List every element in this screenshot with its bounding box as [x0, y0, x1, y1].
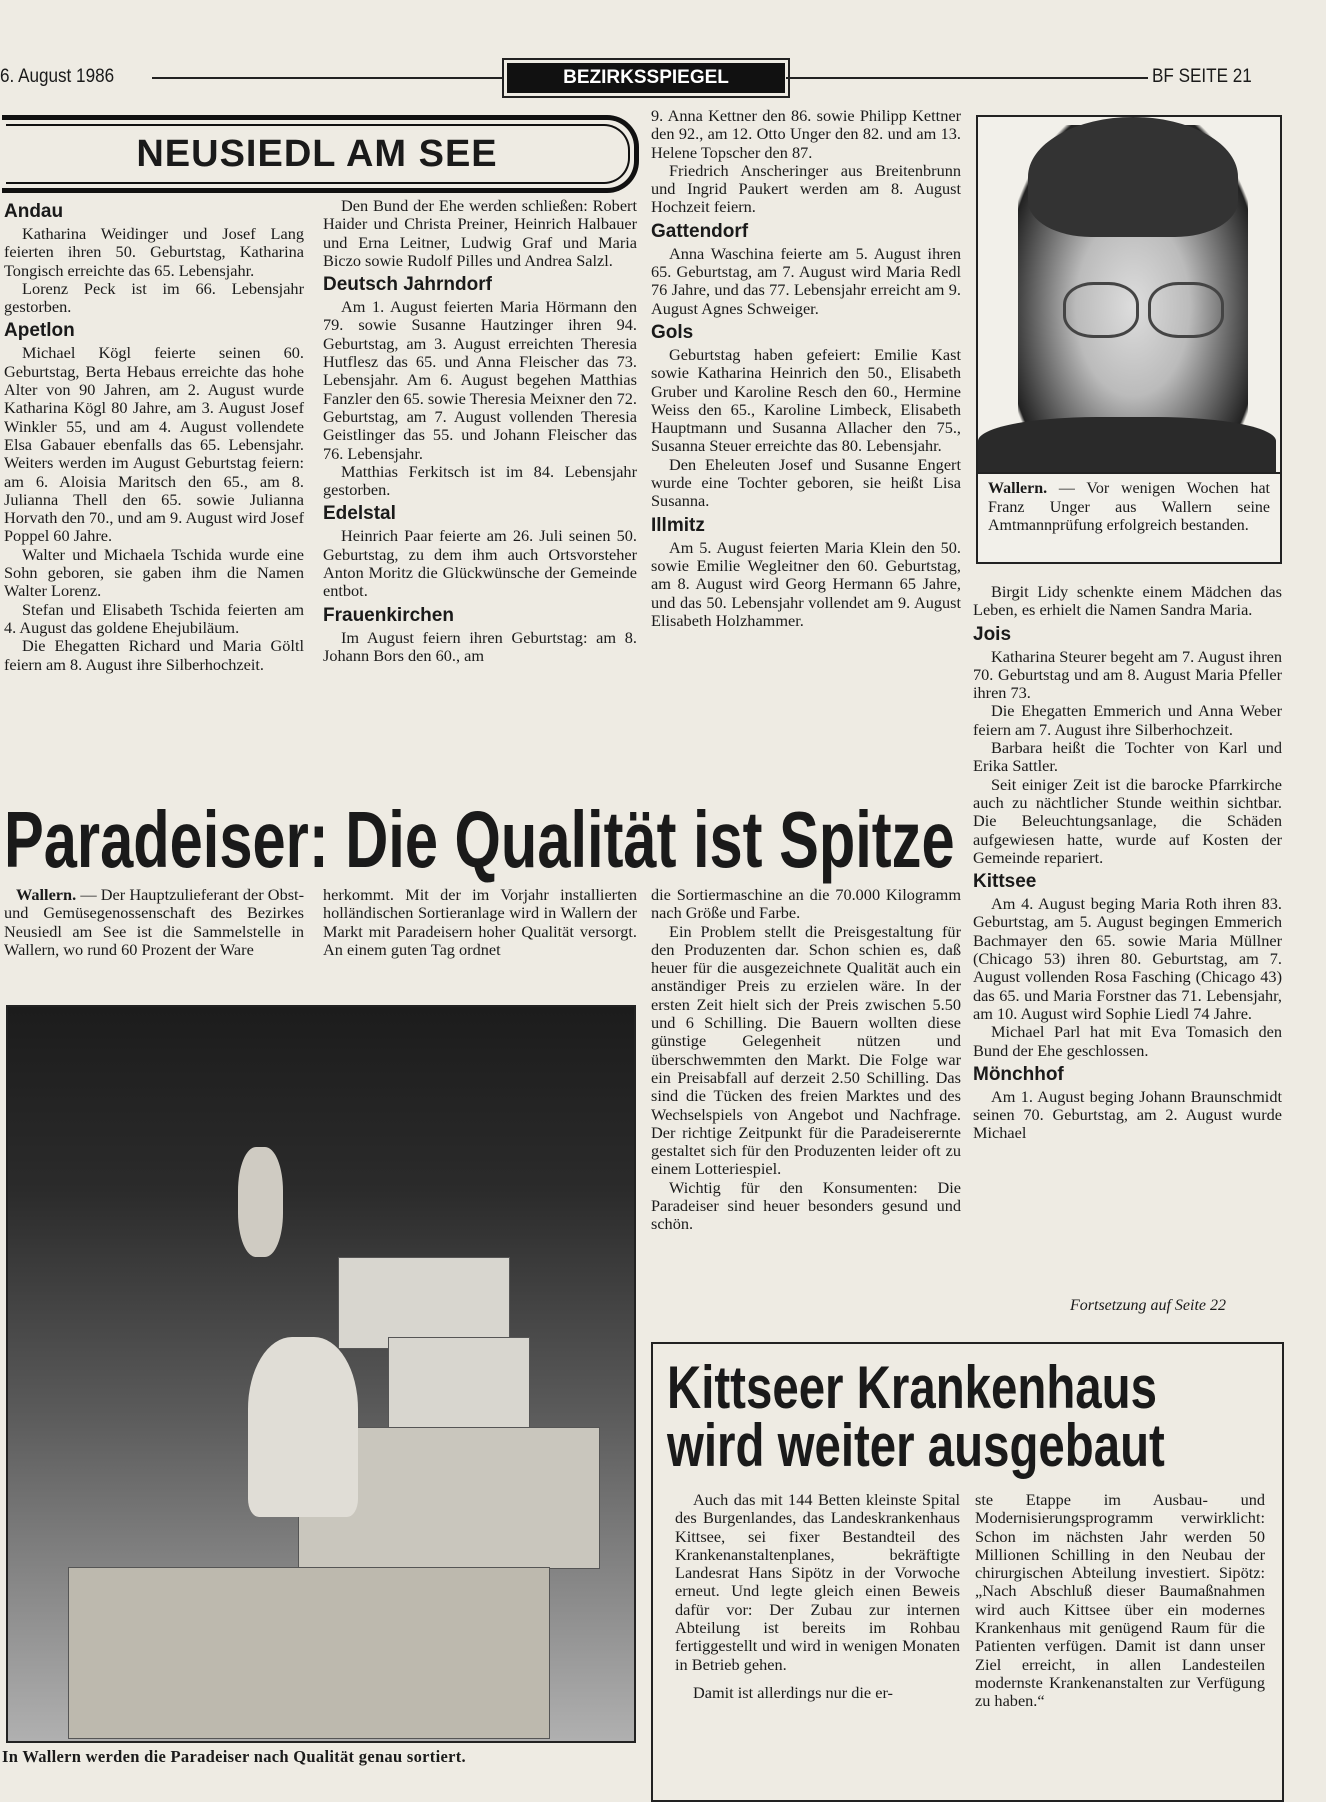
- news-paragraph: Michael Parl hat mit Eva Tomasich den Bund der Ehe geschlossen.: [973, 1022, 1282, 1060]
- kittsee-text-1: Auch das mit 144 Betten kleinste Spital des Burgenlandes, das Landeskrankenhaus Kittsee, sei fixer Bestandteil des Krankenanstaltenplanes, bekräftigte Landesrat Hans Sipötz in der Vorwoche erneut. Und legte gleich einen Beweis dafür vor: Der Zubau zur internen Abteilung ist bereits im Rohbau fertiggestellt und wird in wenigen Monaten in Betrieb gehen.: [675, 1490, 960, 1674]
- portrait-shirt: [978, 417, 1276, 477]
- news-paragraph: Im August feiern ihren Geburtstag: am 8. Johann Bors den 60., am: [323, 627, 637, 665]
- news-paragraph: Lorenz Peck ist im 66. Lebensjahr gestorben.: [4, 278, 304, 317]
- page-number: BF SEITE 21: [1152, 66, 1252, 87]
- town-heading: Gattendorf: [651, 220, 749, 242]
- caption-place: Wallern.: [988, 480, 1048, 497]
- continued-note: Fortsetzung auf Seite 22: [1070, 1297, 1226, 1314]
- paradeiser-headline: Paradeiser: Die Qualität ist Spitze: [4, 795, 955, 884]
- header-rule-left: [152, 77, 502, 79]
- paradeiser-text-1: — Der Hauptzulieferant der Obst- und Gemüsegenossenschaft des Bezirkes Neusiedl am See ist die Sammelstelle in Wallern, wo rund 60 Prozent der Ware: [4, 885, 304, 959]
- section-title: BEZIRKSSPIEGEL: [507, 63, 785, 93]
- local-news-column-3: [651, 107, 961, 630]
- header-rule-right: [786, 77, 1148, 79]
- news-paragraph: Barbara heißt die Tochter von Karl und Erika Sattler.: [973, 738, 1282, 776]
- kittsee-headline-line1: Kittseer Krankenhaus: [667, 1354, 1157, 1421]
- paradeiser-text-5: Wichtig für den Konsumenten: Die Paradeiser sind heuer besonders gesund und schön.: [651, 1177, 961, 1234]
- kittsee-article-box: [651, 1342, 1284, 1802]
- town-heading: Deutsch Jahrndorf: [323, 274, 492, 296]
- news-paragraph: Den Eheleuten Josef und Susanne Engert wurde eine Tochter geboren, sie heißt Lisa Susanna.: [651, 454, 961, 511]
- town-heading: Edelstal: [323, 503, 396, 525]
- town-heading: Apetlon: [4, 320, 75, 342]
- glasses-left: [1063, 282, 1139, 338]
- town-heading: Gols: [651, 321, 694, 343]
- news-paragraph: Am 1. August feierten Maria Hörmann den 79. sowie Susanne Hautzinger ihren 94. Geburtstag, am 3. August erreichten Theresia Hutflesz das 65. und Anna Fleischer das 73. Lebensjahr. Am 6. August begehen Matthias Fanzler den 65. sowie Theresia Meixner den 72. Geburtstag, am 7. August vollenden Theresia Geistlinger das 55. und Johann Fleischer das 76. Lebensjahr.: [323, 297, 637, 463]
- section-badge: [502, 58, 790, 98]
- news-paragraph: Birgit Lidy schenkte einem Mädchen das Leben, es erhielt die Namen Sandra Maria.: [973, 582, 1282, 620]
- news-paragraph: Katharina Weidinger und Josef Lang feierten ihren 50. Geburtstag, Katharina Tongisch erreichte das 65. Lebensjahr.: [4, 224, 304, 280]
- news-paragraph: Katharina Steurer begeht am 7. August ihren 70. Geburtstag und am 8. August Maria Pfeller ihren 73.: [973, 646, 1282, 703]
- kittsee-text-3: ste Etappe im Ausbau- und Modernisierungsprogramm verwirklicht: Schon im nächsten Jahr werden 50 Millionen Schilling in den Neubau der chirurgischen Abteilung investiert. Sipötz: „Nach Abschluß dieser Baumaßnahmen wird auch Kittsee über ein modernes Krankenhaus mit genügend Raum für die Patienten verfügen. Damit ist dann unser Ziel erreicht, in allen Landesteilen modernste Krankenanstalten zur Verfügung zu haben.“: [975, 1490, 1265, 1711]
- photo-caption: In Wallern werden die Paradeiser nach Qualität genau sortiert.: [2, 1747, 466, 1766]
- town-heading: Kittsee: [973, 871, 1037, 893]
- paradeiser-text-2: herkommt. Mit der im Vorjahr installierten holländischen Sortieranlage wird in Wallern der Markt mit Paradeisern hoher Qualität versorgt. An einem guten Tag ordnet: [323, 885, 637, 959]
- town-heading: Andau: [4, 201, 64, 222]
- news-paragraph: Friedrich Anscheringer aus Breitenbrunn und Ingrid Paukert werden am 8. August Hochzeit feiern.: [651, 160, 961, 217]
- portrait-hair: [1028, 117, 1238, 237]
- issue-date: 6. August 1986: [0, 66, 115, 87]
- worker-figure: [248, 1337, 358, 1517]
- news-paragraph: Matthias Ferkitsch ist im 84. Lebensjahr gestorben.: [323, 461, 637, 500]
- news-paragraph: Heinrich Paar feierte am 26. Juli seinen 50. Geburtstag, zu dem ihm auch Ortsvorsteher Anton Moritz die Glückwünsche der Gemeinde entbot.: [323, 526, 637, 601]
- town-heading: Mönchhof: [973, 1063, 1064, 1085]
- news-paragraph: Den Bund der Ehe werden schließen: Robert Haider und Christa Preiner, Heinrich Halbauer und Erna Leitner, Ludwig Graf und Maria Biczo sowie Rudolf Pilles und Andrea Salzl.: [323, 196, 637, 270]
- worker-figure: [238, 1147, 283, 1257]
- caption-text: — Vor wenigen Wochen hat Franz Unger aus Wallern seine Amtmannprüfung erfolgreich bestanden.: [988, 480, 1270, 534]
- news-paragraph: Am 1. August beging Johann Braunschmidt seinen 70. Geburtstag, am 2. August wurde Michael: [973, 1086, 1282, 1143]
- crate-stack: [338, 1257, 510, 1349]
- news-paragraph: Die Ehegatten Emmerich und Anna Weber feiern am 7. August ihre Silberhochzeit.: [973, 701, 1282, 739]
- town-heading: Illmitz: [651, 514, 705, 536]
- town-heading: Frauenkirchen: [323, 604, 454, 626]
- glasses-right: [1148, 282, 1224, 338]
- news-paragraph: 9. Anna Kettner den 86. sowie Philipp Kettner den 92., am 12. Otto Unger den 82. und am 13. Helene Topscher den 87.: [651, 106, 961, 162]
- portrait-caption: [978, 472, 1280, 562]
- town-heading: Jois: [973, 623, 1012, 645]
- region-title: NEUSIEDL AM SEE: [136, 132, 498, 175]
- news-paragraph: Walter und Michaela Tschida wurde eine Sohn geboren, sie gaben ihm die Namen Walter Lorenz.: [4, 544, 304, 601]
- paradeiser-column-3: [651, 886, 961, 1234]
- news-paragraph: Geburtstag haben gefeiert: Emilie Kast sowie Katharina Heinrich den 50., Elisabeth Gruber und Karoline Resch den 60., Hermine Weiss den 65., Karoline Limbeck, Elisabeth Hauptmann und Susanna Allacher den 75., Susanna Steuer erreichte das 80. Lebensjahr.: [651, 344, 961, 456]
- portrait-photo: [976, 115, 1282, 564]
- tomato-crates: [68, 1567, 550, 1739]
- paradeiser-column-2: [323, 886, 637, 959]
- news-paragraph: Anna Waschina feierte am 5. August ihren 65. Geburtstag, am 7. August wird Maria Redl 76 Jahre, und das 77. Lebensjahr erreicht am 9. August Agnes Schweiger.: [651, 243, 961, 318]
- news-paragraph: Michael Kögl feierte seinen 60. Geburtstag, Berta Hebaus erreichte das hohe Alter von 90 Jahren, am 2. August wurde Katharina Kögl 80 Jahre, am 3. August Josef Winkler 55, und am 4. August vollendete Elsa Gabauer ebenfalls das 65. Lebensjahr. Weiters werden im August Geburtstag feiern: am 6. Aloisia Maritsch den 65., am 8. Julianna Thell den 65. sowie Julianna Horvath den 70., und am 9. August wird Josef Poppel 60 Jahre.: [4, 343, 304, 546]
- news-paragraph: Seit einiger Zeit ist die barocke Pfarrkirche auch zu nächtlicher Stunde weithin sichtbar. Die Beleuchtungsanlage, die Schäden aufgewiesen hatte, wurde auf Kosten der Gemeinde repariert.: [973, 774, 1282, 867]
- local-news-column-1: [4, 197, 304, 674]
- news-paragraph: Stefan und Elisabeth Tschida feierten am 4. August das goldene Ehejubiläum.: [4, 599, 304, 637]
- kittsee-column-1: [675, 1491, 960, 1702]
- news-paragraph: Am 4. August beging Maria Roth ihren 83. Geburtstag, am 5. August begingen Emmerich Bachmayer den 65. sowie Maria Müllner (Chicago 53) ihren 80. Geburtstag, am 7. August vollenden Rosa Fasching (Chicago 43) das 65. und Maria Forstner das 71. Lebensjahr, am 10. August wird Sophie Liedl 74 Jahre.: [973, 894, 1282, 1023]
- paradeiser-text-4: Ein Problem stellt die Preisgestaltung für den Produzenten dar. Schon schien es, daß heuer für die ausgezeichnete Qualität auch ein anständiger Preis zu erzielen wäre. In der ersten Zeit hielt sich der Preis zwischen 5.50 und 6 Schilling. Die Bauern wollten diese günstige Gelegenheit nützen und überschwemmten den Markt. Die Folge war ein Preisabfall auf derzeit 2.50 Schilling. Das sind die Tücken des freien Marktes und des Wechselspiels von Angebot und Nachfrage. Der richtige Zeitpunkt für die Paradeiserernte gestaltet sich für den Produzenten leider oft zu einem Lotteriespiel.: [651, 921, 961, 1179]
- paradeiser-column-1: [4, 886, 304, 959]
- region-banner: [2, 115, 639, 193]
- paradeiser-text-3: die Sortiermaschine an die 70.000 Kilogramm nach Größe und Farbe.: [651, 885, 961, 923]
- kittsee-headline-line2: wird weiter ausgebaut: [667, 1412, 1165, 1479]
- local-news-column-2: [323, 197, 637, 665]
- kittsee-column-2: [975, 1491, 1265, 1711]
- kittsee-text-2: Damit ist allerdings nur die er-: [693, 1682, 893, 1702]
- local-news-column-4: [973, 583, 1282, 1143]
- sorting-hall-photo: [6, 1005, 636, 1743]
- news-paragraph: Die Ehegatten Richard und Maria Göltl feiern am 8. August ihre Silberhochzeit.: [4, 636, 304, 674]
- news-paragraph: Am 5. August feierten Maria Klein den 50. sowie Emilie Wegleitner den 60. Geburtstag, am 8. August wird Georg Hermann 65 Jahre, und das 50. Lebensjahr vollendet am 9. August Elisabeth Holzhammer.: [651, 537, 961, 630]
- dateline: Wallern.: [16, 885, 77, 904]
